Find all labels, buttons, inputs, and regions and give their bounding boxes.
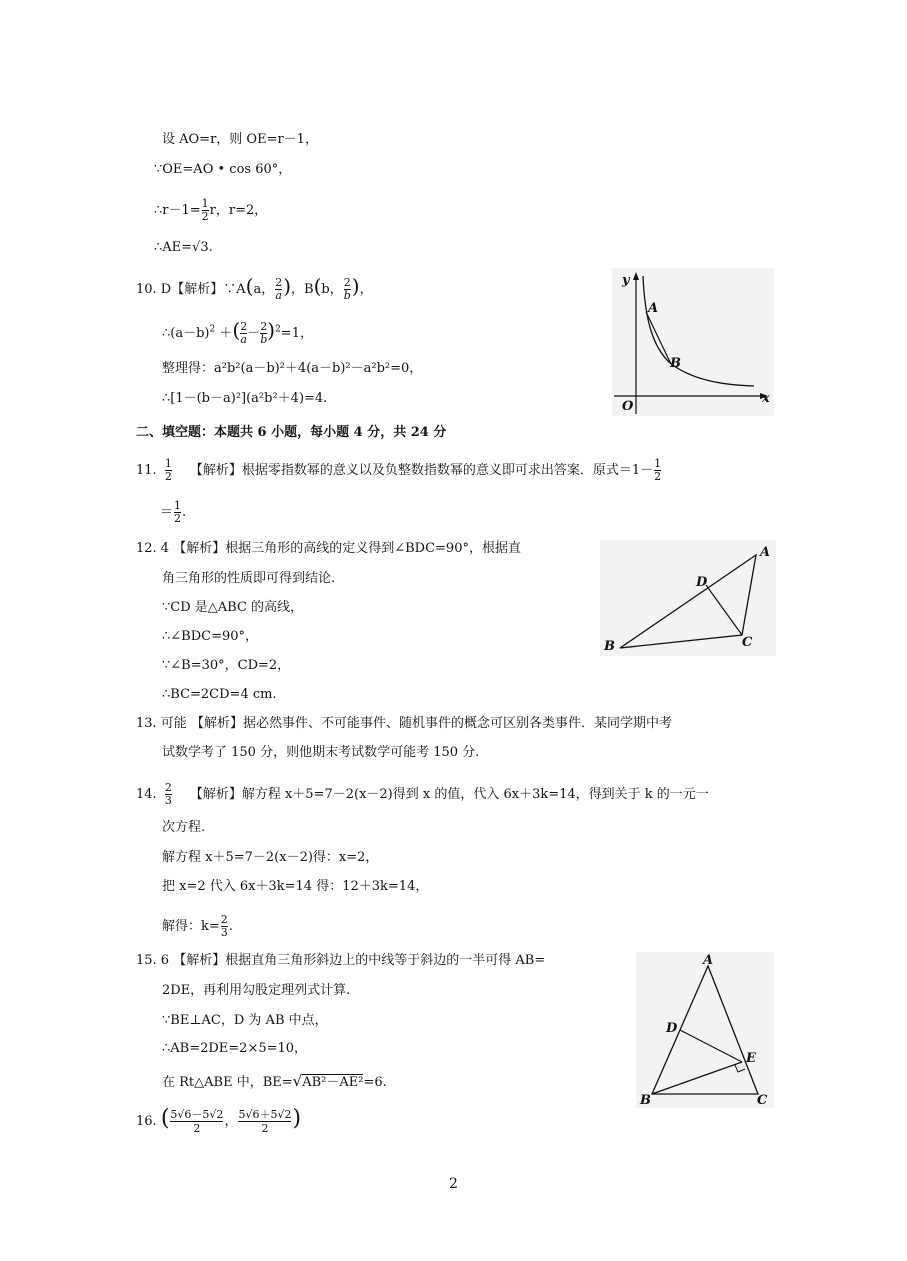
text: 11. bbox=[136, 463, 157, 478]
text: ∴AE= bbox=[154, 240, 193, 255]
num: 2 bbox=[343, 276, 351, 289]
q14-line2: 次方程. bbox=[162, 820, 206, 835]
text: 16. bbox=[136, 1114, 157, 1129]
label-y: y bbox=[622, 273, 630, 288]
fraction bbox=[174, 500, 181, 525]
text: b， bbox=[321, 282, 343, 297]
text: . bbox=[208, 240, 213, 255]
q15-line4: ∴AB=2DE=2×5=10， bbox=[162, 1041, 308, 1056]
q15-line5 bbox=[162, 1073, 387, 1091]
text: ＋ bbox=[215, 326, 233, 341]
num: 1 bbox=[164, 457, 172, 470]
text: ＝ bbox=[160, 505, 174, 520]
paren: ( bbox=[245, 274, 254, 298]
label-e: E bbox=[746, 1051, 756, 1066]
den: 3 bbox=[220, 926, 228, 939]
q15-line2: 2DE，再利用勾股定理列式计算. bbox=[162, 983, 351, 998]
q10-line4: ∴[1－(b－a)²](a²b²＋4)=4. bbox=[162, 391, 328, 406]
q12-line1: 12. 4 【解析】根据三角形的高线的定义得到∠BDC=90°，根据直 bbox=[136, 541, 521, 556]
text: ∴r－1= bbox=[154, 203, 201, 218]
den: 2 bbox=[174, 512, 182, 525]
q15-line1: 15. 6 【解析】根据直角三角形斜边上的中线等于斜边的一半可得 AB= bbox=[136, 953, 546, 968]
num: 1 bbox=[174, 499, 182, 512]
fraction bbox=[221, 914, 228, 939]
den: b bbox=[260, 333, 268, 346]
line-r bbox=[154, 198, 267, 223]
den: 2 bbox=[654, 470, 662, 483]
text: 10. D【解析】∵A bbox=[136, 282, 246, 297]
label-b: B bbox=[640, 1093, 651, 1108]
label-a: A bbox=[648, 301, 659, 316]
text: . bbox=[182, 505, 187, 520]
exp: 2 bbox=[275, 324, 281, 335]
num: 1 bbox=[654, 457, 662, 470]
q12-line4: ∴∠BDC=90°， bbox=[162, 629, 259, 644]
label-b: B bbox=[604, 639, 615, 654]
label-o: O bbox=[622, 399, 634, 414]
num: 2 bbox=[164, 781, 172, 794]
text: ， bbox=[224, 1114, 238, 1129]
den: 3 bbox=[164, 794, 172, 807]
exp: 2 bbox=[209, 324, 216, 335]
q12-line6: ∴BC=2CD=4 cm. bbox=[162, 687, 277, 702]
q11-line2 bbox=[160, 500, 186, 525]
text: =6. bbox=[363, 1075, 387, 1090]
num: 2 bbox=[220, 913, 228, 926]
paren: ) bbox=[267, 318, 276, 342]
text: a， bbox=[253, 282, 275, 297]
num: 2 bbox=[260, 320, 268, 333]
text: － bbox=[247, 326, 261, 341]
q15-line3: ∵BE⊥AC，D 为 AB 中点， bbox=[162, 1013, 328, 1028]
q10-line2 bbox=[162, 318, 313, 346]
num: 5√6＋5√2 bbox=[238, 1108, 292, 1121]
q12-line3: ∵CD 是△ABC 的高线， bbox=[162, 600, 304, 615]
num: 2 bbox=[240, 320, 248, 333]
q13-line1: 13. 可能 【解析】据必然事件、不可能事件、随机事件的概念可区别各类事件．某同学期中考 bbox=[136, 716, 672, 731]
num: 1 bbox=[201, 197, 209, 210]
text: ， bbox=[359, 282, 373, 297]
fraction bbox=[165, 782, 172, 807]
label-a: A bbox=[760, 545, 771, 560]
label-d: D bbox=[666, 1021, 678, 1036]
text: . bbox=[228, 919, 233, 934]
q12-line2: 角三角形的性质即可得到结论. bbox=[162, 571, 336, 586]
fraction bbox=[344, 277, 351, 302]
q12-line5: ∵∠B=30°，CD=2， bbox=[162, 658, 291, 673]
line-oe: ∵OE=AO • cos 60°， bbox=[154, 162, 292, 177]
text: r，r=2， bbox=[209, 203, 268, 218]
paren: ( bbox=[232, 318, 241, 342]
label-d: D bbox=[696, 575, 708, 590]
q10-line3: 整理得：a²b²(a－b)²＋4(a－b)²－a²b²=0， bbox=[162, 361, 423, 376]
q16-line1 bbox=[136, 1108, 301, 1135]
label-b: B bbox=[670, 356, 681, 371]
fraction bbox=[275, 277, 282, 302]
q14-line4: 把 x=2 代入 6x＋3k=14 得：12＋3k=14， bbox=[162, 879, 429, 894]
den: a bbox=[275, 289, 282, 302]
text: ∴(a－b) bbox=[162, 326, 210, 341]
triangle-abc-figure bbox=[600, 540, 776, 656]
paren: ) bbox=[351, 274, 360, 298]
q14-line1 bbox=[136, 782, 709, 807]
q14-line3: 解方程 x＋5=7－2(x－2)得：x=2， bbox=[162, 850, 379, 865]
page-number: 2 bbox=[449, 1176, 458, 1192]
label-c: C bbox=[742, 635, 753, 650]
sqrt-sign: √ bbox=[292, 1072, 303, 1090]
fraction bbox=[165, 458, 172, 483]
den: 2 bbox=[164, 470, 172, 483]
q11-line1 bbox=[136, 458, 662, 483]
text: 【解析】根据零指数幂的意义以及负整数指数幂的意义即可求出答案．原式＝1－ bbox=[189, 463, 654, 478]
label-x: x bbox=[762, 391, 770, 406]
paren: ( bbox=[313, 274, 322, 298]
fraction bbox=[654, 458, 661, 483]
line-ae bbox=[154, 240, 213, 256]
den: a bbox=[240, 333, 247, 346]
q13-line2: 试数学考了 150 分，则他期末考试数学可能考 150 分. bbox=[162, 745, 480, 760]
num: 2 bbox=[275, 276, 283, 289]
hyperbola-figure bbox=[612, 268, 774, 416]
text: 【解析】解方程 x＋5=7－2(x－2)得到 x 的值，代入 6x＋3k=14，得到关于 k 的一元一 bbox=[189, 787, 709, 802]
text: 在 Rt△ABE 中，BE= bbox=[162, 1075, 293, 1090]
den: 2 bbox=[261, 1122, 269, 1135]
q14-line5 bbox=[162, 914, 233, 939]
line-ao: 设 AO=r，则 OE=r－1， bbox=[162, 132, 318, 147]
label-c: C bbox=[757, 1093, 768, 1108]
label-a: A bbox=[703, 953, 714, 968]
den: 2 bbox=[193, 1122, 201, 1135]
section-heading: 二、填空题：本题共 6 小题，每小题 4 分，共 24 分 bbox=[136, 425, 447, 440]
paren: ( bbox=[160, 1106, 170, 1131]
fraction bbox=[170, 1108, 223, 1135]
triangle-abc-2-figure bbox=[636, 952, 774, 1108]
den: b bbox=[343, 289, 351, 302]
fraction bbox=[238, 1108, 291, 1135]
text: ，B bbox=[291, 282, 314, 297]
paren: ) bbox=[292, 1106, 302, 1131]
text: 14. bbox=[136, 787, 157, 802]
q10-line1 bbox=[136, 274, 373, 302]
den: 2 bbox=[201, 210, 209, 223]
radicand: AB²－AE² bbox=[302, 1075, 364, 1090]
paren: ) bbox=[283, 274, 292, 298]
text: =1， bbox=[280, 326, 313, 341]
sqrt: √3 bbox=[192, 240, 209, 255]
fraction bbox=[202, 198, 209, 223]
text: 解得：k= bbox=[162, 919, 220, 934]
num: 5√6－5√2 bbox=[170, 1108, 224, 1121]
